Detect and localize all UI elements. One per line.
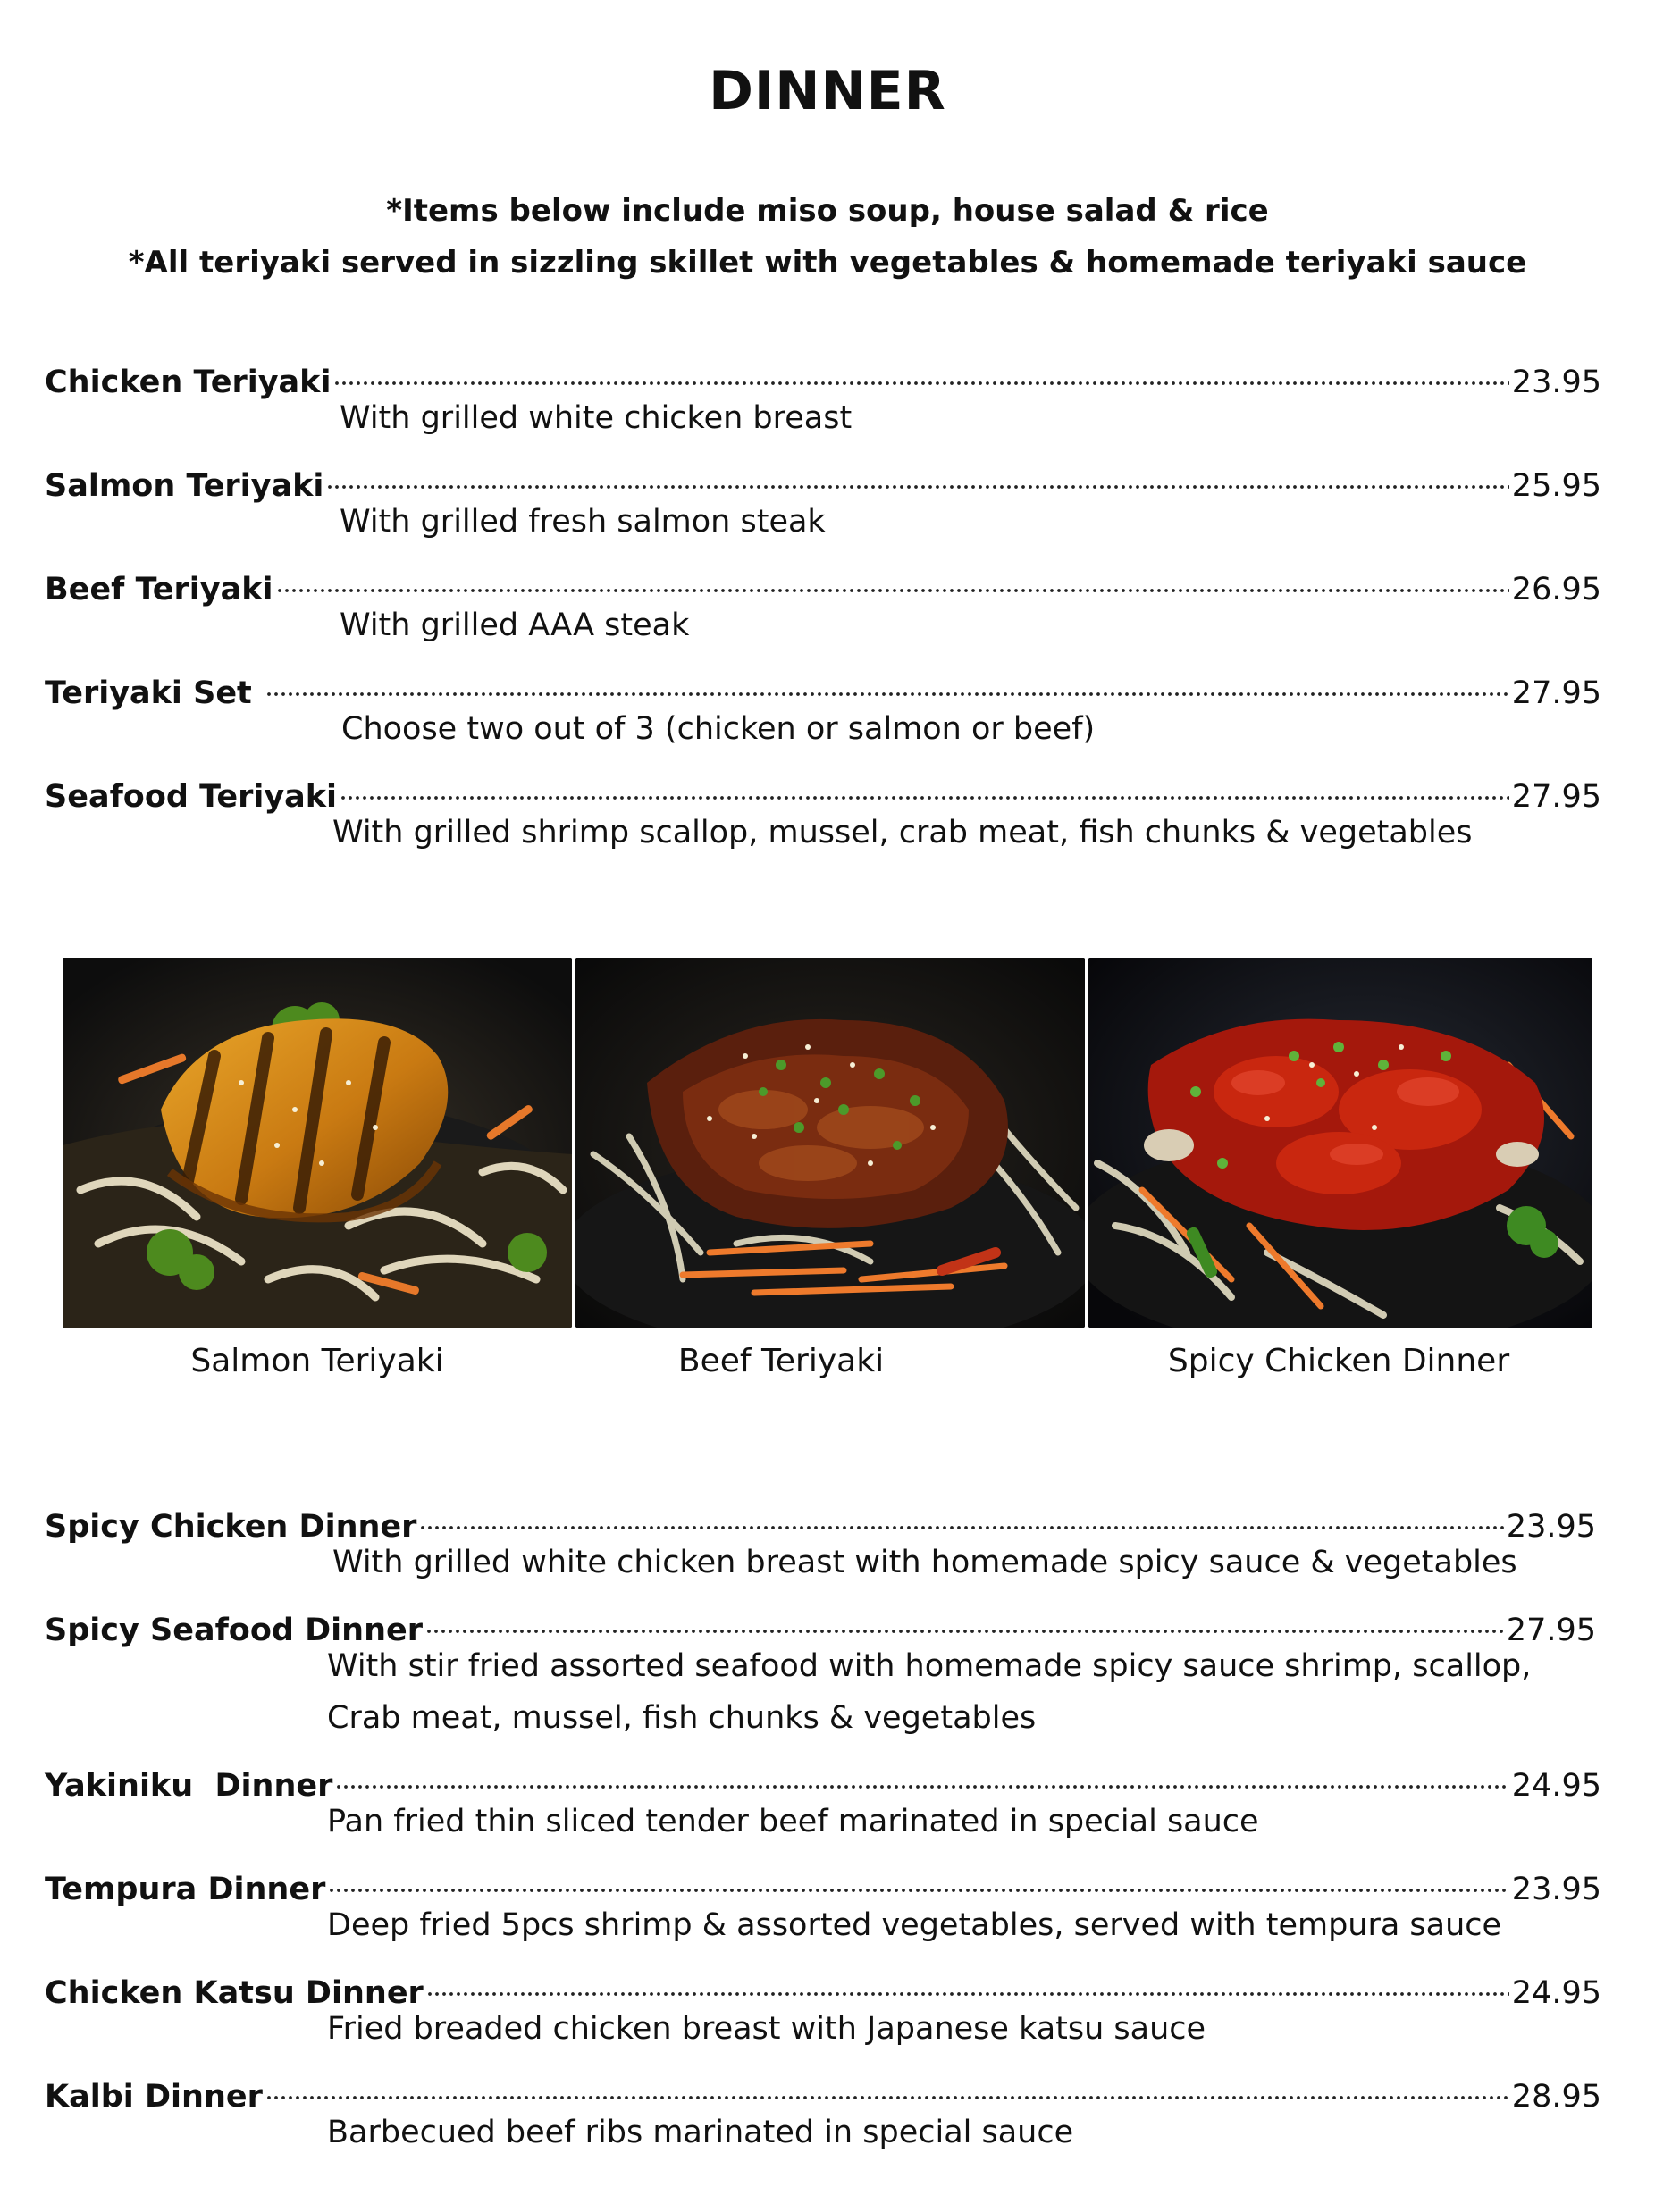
beef-teriyaki-image xyxy=(575,958,1085,1328)
item-name: Spicy Chicken Dinner xyxy=(45,1509,417,1545)
dot-leader xyxy=(335,1744,1508,1796)
menu-item-spicy-seafood-dinner xyxy=(45,1588,1601,1744)
item-name: Yakiniku Dinner xyxy=(45,1768,333,1804)
item-description: Choose two out of 3 (chicken or salmon or beef) xyxy=(341,711,1096,747)
dot-leader xyxy=(425,1588,1504,1640)
dot-leader xyxy=(276,548,1509,599)
item-name: Seafood Teriyaki xyxy=(45,779,338,815)
page-title: DINNER xyxy=(709,60,946,122)
menu-item-beef-teriyaki xyxy=(45,548,1601,651)
item-price: 24.95 xyxy=(1511,1975,1601,2011)
item-price: 28.95 xyxy=(1511,2079,1601,2115)
item-name: Beef Teriyaki xyxy=(45,572,273,607)
dot-leader xyxy=(265,2055,1509,2107)
menu-item-chicken-teriyaki xyxy=(45,340,1601,444)
item-description: With grilled shrimp scallop, mussel, crab meat, fish chunks & vegetables xyxy=(332,815,1473,850)
dot-leader xyxy=(333,340,1508,392)
photo-caption-spicy-chicken-dinner: Spicy Chicken Dinner xyxy=(1167,1343,1510,1379)
item-name: Chicken Katsu Dinner xyxy=(45,1975,424,2011)
photo-caption-salmon-teriyaki: Salmon Teriyaki xyxy=(190,1343,444,1379)
menu-item-kalbi-dinner xyxy=(45,2055,1601,2158)
item-price: 24.95 xyxy=(1511,1768,1601,1804)
item-price: 25.95 xyxy=(1511,468,1601,504)
dot-leader xyxy=(328,1848,1508,1899)
item-price: 27.95 xyxy=(1506,1613,1596,1648)
item-name: Kalbi Dinner xyxy=(45,2079,263,2115)
beef-teriyaki-photo xyxy=(575,958,1085,1328)
spicy-chicken-dinner-image xyxy=(1088,958,1592,1328)
item-name: Tempura Dinner xyxy=(45,1872,326,1907)
item-description: With grilled fresh salmon steak xyxy=(340,504,826,540)
dinner-menu xyxy=(45,1485,1601,2158)
item-name: Chicken Teriyaki xyxy=(45,364,332,400)
item-description: With grilled white chicken breast xyxy=(340,400,853,436)
item-description: With grilled white chicken breast with homemade spicy sauce & vegetables xyxy=(332,1545,1517,1580)
item-name: Teriyaki Set xyxy=(45,675,263,711)
note-includes: *Items below include miso soup, house salad & rice xyxy=(386,193,1269,229)
menu-item-teriyaki-set xyxy=(45,651,1601,755)
dot-leader xyxy=(340,755,1509,807)
item-price: 27.95 xyxy=(1511,779,1601,815)
item-price: 23.95 xyxy=(1511,1872,1601,1907)
item-description: With stir fried assorted seafood with homemade spicy sauce shrimp, scallop, Crab meat, mussel, fish chunks & vegetables xyxy=(327,1648,1532,1736)
teriyaki-menu xyxy=(45,340,1601,859)
spicy-chicken-dinner-photo xyxy=(1088,958,1592,1328)
item-price: 23.95 xyxy=(1506,1509,1596,1545)
item-price: 26.95 xyxy=(1511,572,1601,607)
item-description: Pan fried thin sliced tender beef marinated in special sauce xyxy=(327,1804,1259,1839)
item-price: 27.95 xyxy=(1511,675,1601,711)
item-description: Barbecued beef ribs marinated in special sauce xyxy=(327,2115,1074,2150)
dot-leader xyxy=(265,651,1509,703)
dot-leader xyxy=(426,1951,1509,2003)
photo-strip xyxy=(63,958,1592,1328)
item-name: Spicy Seafood Dinner xyxy=(45,1613,424,1648)
menu-item-salmon-teriyaki xyxy=(45,444,1601,548)
menu-item-chicken-katsu-dinner xyxy=(45,1951,1601,2055)
item-name: Salmon Teriyaki xyxy=(45,468,324,504)
note-teriyaki: *All teriyaki served in sizzling skillet with vegetables & homemade teriyaki sauce xyxy=(128,245,1527,281)
dot-leader xyxy=(419,1485,1503,1537)
salmon-teriyaki-image xyxy=(63,958,572,1328)
menu-item-yakiniku-dinner xyxy=(45,1744,1601,1848)
dot-leader xyxy=(326,444,1508,496)
menu-item-seafood-teriyaki xyxy=(45,755,1601,859)
item-description: Deep fried 5pcs shrimp & assorted vegetables, served with tempura sauce xyxy=(327,1907,1502,1943)
menu-item-tempura-dinner xyxy=(45,1848,1601,1951)
item-description: With grilled AAA steak xyxy=(340,607,690,643)
menu-item-spicy-chicken-dinner xyxy=(45,1485,1601,1588)
photo-caption-beef-teriyaki: Beef Teriyaki xyxy=(677,1343,885,1379)
item-price: 23.95 xyxy=(1511,364,1601,400)
item-description: Fried breaded chicken breast with Japanese katsu sauce xyxy=(327,2011,1206,2047)
salmon-teriyaki-photo xyxy=(63,958,572,1328)
